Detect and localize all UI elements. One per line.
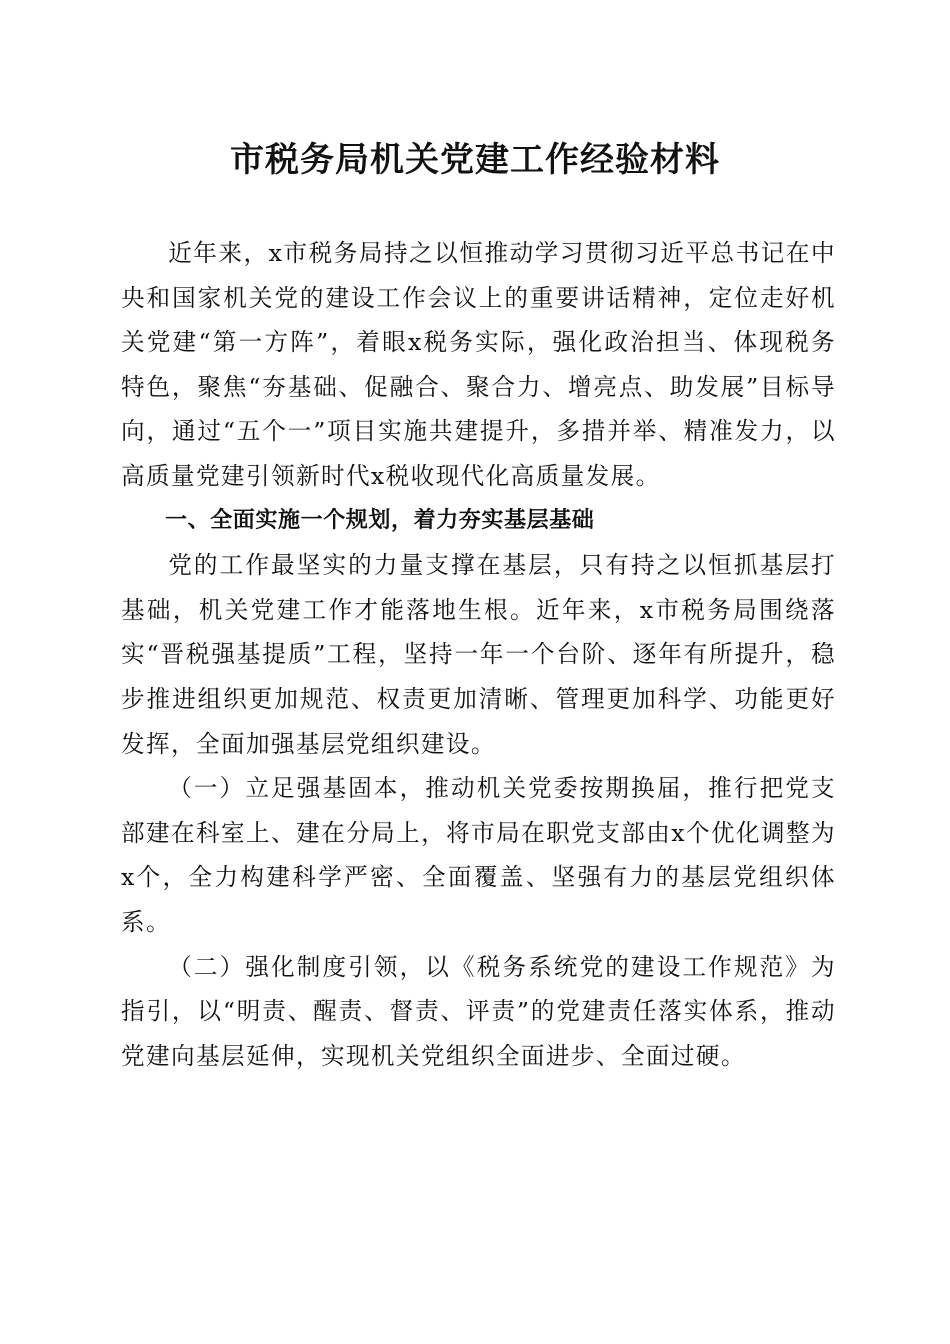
document-body	[121, 231, 836, 1078]
section1-item-2: （二）强化制度引领，以《税务系统党的建设工作规范》为指引，以“明责、醒责、督责、评责”的党建责任落实体系，推动党建向基层延伸，实现机关党组织全面进步、全面过硬。	[121, 952, 836, 1070]
section1-item-1: （一）立足强基固本，推动机关党委按期换届，推行把党支部建在科室上、建在分局上，将市局在职党支部由x个优化调整为x个，全力构建科学严密、全面覆盖、坚强有力的基层党组织体系。	[121, 774, 836, 936]
intro-paragraph: 近年来，x市税务局持之以恒推动学习贯彻习近平总书记在中央和国家机关党的建设工作会议上的重要讲话精神，定位走好机关党建“第一方阵”，着眼x税务实际，强化政治担当、体现税务特色，聚焦“夯基础、促融合、聚合力、增亮点、助发展”目标导向，通过“五个一”项目实施共建提升，多措并举、精准发力，以高质量党建引领新时代x税收现代化高质量发展。	[121, 239, 836, 490]
document-title: 市税务局机关党建工作经验材料	[230, 140, 720, 180]
section-heading-1: 一、全面实施一个规划，着力夯实基层基础	[165, 507, 595, 533]
section1-paragraph: 党的工作最坚实的力量支撑在基层，只有持之以恒抓基层打基础，机关党建工作才能落地生根。近年来，x市税务局围绕落实“晋税强基提质”工程，坚持一年一个台阶、逐年有所提升，稳步推进组织更加规范、权责更加清晰、管理更加科学、功能更好发挥，全面加强基层党组织建设。	[121, 551, 836, 758]
